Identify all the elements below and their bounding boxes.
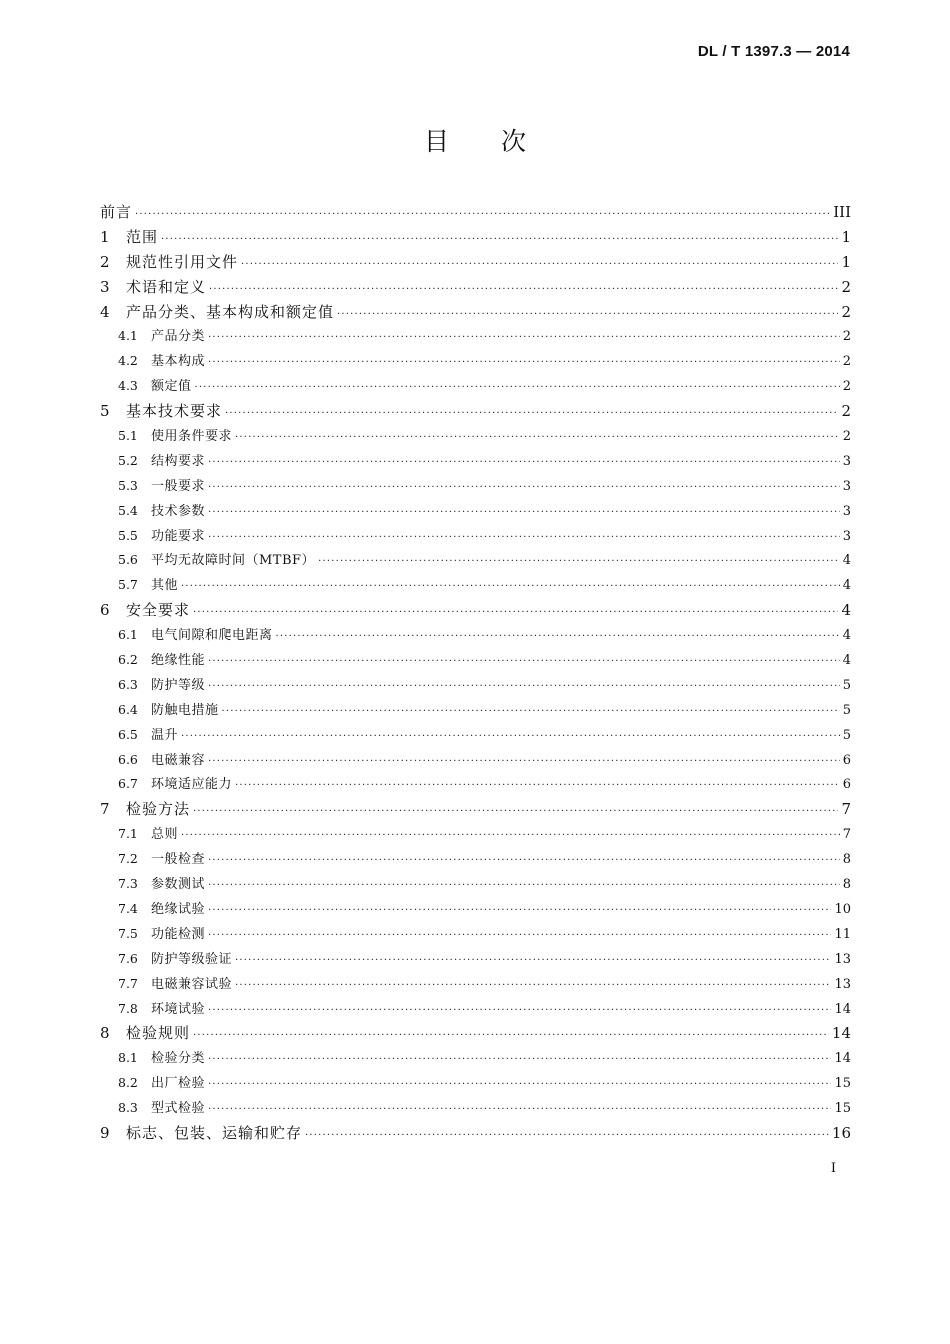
toc-entry-label: 结构要求	[151, 453, 206, 469]
toc-entry-label: 功能要求	[151, 528, 206, 544]
toc-entry-page: 6	[842, 752, 851, 768]
toc-entry-number: 7.7	[118, 975, 138, 991]
toc-entry-number: 8.2	[118, 1075, 138, 1091]
dot-leader	[208, 1073, 831, 1098]
dot-leader	[181, 725, 840, 750]
toc-entry-number: 7.4	[118, 900, 138, 916]
toc-entry-page: 4	[842, 628, 851, 644]
toc-entry-number: 8.1	[118, 1050, 138, 1066]
toc-entry-page: 7	[841, 800, 851, 819]
toc-entry-page: 8	[842, 852, 851, 868]
toc-entry-label: 防触电措施	[151, 702, 219, 718]
toc-entry-number: 6	[100, 601, 110, 620]
toc-entry[interactable]	[100, 698, 851, 723]
toc-entry-number: 7.3	[118, 876, 138, 892]
toc-entry[interactable]	[100, 847, 851, 872]
toc-entry-label: 使用条件要求	[151, 429, 233, 445]
toc-entry[interactable]	[100, 822, 851, 847]
dot-leader	[181, 824, 840, 849]
toc-entry-page: 13	[834, 976, 851, 992]
toc-entry-number: 5.2	[118, 452, 138, 468]
toc-entry-page: 2	[842, 354, 851, 370]
toc-entry-number: 7	[100, 800, 110, 819]
toc-entry-number: 5.4	[118, 502, 138, 518]
toc-entry-page: 14	[834, 1001, 851, 1017]
toc-entry-number: 9	[100, 1123, 110, 1142]
toc-entry-label: 一般要求	[151, 478, 206, 494]
toc-entry-label: 绝缘试验	[151, 901, 206, 917]
dot-leader	[318, 550, 840, 575]
toc-entry[interactable]	[100, 275, 851, 300]
toc-entry-label: 检验方法	[126, 800, 191, 819]
page-title: 目次	[423, 127, 578, 156]
dot-leader	[208, 1048, 831, 1073]
toc-entry-label: 总则	[151, 827, 179, 843]
toc-entry-label: 规范性引用文件	[126, 252, 239, 271]
dot-leader	[208, 675, 840, 700]
toc-entry[interactable]	[100, 548, 851, 573]
toc-entry[interactable]	[100, 922, 851, 947]
toc-entry-label: 范围	[126, 227, 159, 246]
toc-entry[interactable]	[100, 399, 851, 424]
toc-entry[interactable]	[100, 673, 851, 698]
toc-entry-label: 平均无故障时间（MTBF）	[151, 553, 316, 569]
dot-leader	[208, 1098, 831, 1123]
dot-leader	[235, 774, 840, 799]
toc-entry[interactable]	[100, 1071, 851, 1096]
toc-entry-label: 绝缘性能	[151, 653, 206, 669]
dot-leader	[208, 999, 831, 1024]
page-number: I	[830, 1161, 836, 1176]
dot-leader	[276, 625, 840, 650]
toc-entry-label: 其他	[151, 578, 179, 594]
toc-entry-number: 6.2	[118, 652, 138, 668]
toc-entry[interactable]	[100, 349, 851, 374]
toc-entry-number: 8	[100, 1024, 110, 1043]
toc-entry[interactable]	[100, 997, 851, 1022]
toc-entry-label: 检验分类	[151, 1051, 206, 1067]
toc-entry-label: 基本技术要求	[126, 402, 223, 421]
dot-leader	[161, 228, 838, 253]
toc-entry-label: 参数测试	[151, 877, 206, 893]
toc-entry-page: 6	[842, 777, 851, 793]
dot-leader	[337, 303, 838, 328]
dot-leader	[208, 899, 831, 924]
toc-entry[interactable]	[100, 947, 851, 972]
dot-leader	[208, 650, 840, 675]
toc-entry-number: 7.2	[118, 851, 138, 867]
dot-leader	[208, 476, 840, 501]
toc-entry-page: 3	[842, 453, 851, 469]
toc-entry-label: 电磁兼容	[151, 752, 206, 768]
toc-entry-label: 额定值	[151, 379, 192, 395]
toc-entry-label: 环境适应能力	[151, 777, 233, 793]
dot-leader	[208, 874, 840, 899]
toc-entry-label: 检验规则	[126, 1024, 191, 1043]
toc-entry[interactable]	[100, 1121, 851, 1146]
toc-entry[interactable]	[100, 1021, 851, 1046]
toc-entry[interactable]	[100, 648, 851, 673]
toc-entry-label: 型式检验	[151, 1101, 206, 1117]
dot-leader	[208, 451, 840, 476]
dot-leader	[181, 575, 840, 600]
toc-entry-page: 2	[842, 379, 851, 395]
toc-entry-label: 安全要求	[126, 601, 191, 620]
toc-entry-label: 术语和定义	[126, 277, 207, 296]
toc-entry-number: 4	[100, 302, 110, 321]
toc-entry-label: 温升	[151, 727, 179, 743]
toc-entry-page: 5	[842, 677, 851, 693]
toc-entry-label: 标志、包装、运输和贮存	[126, 1123, 303, 1142]
toc-entry-label: 技术参数	[151, 503, 206, 519]
toc-entry[interactable]	[100, 200, 851, 225]
toc-entry[interactable]	[100, 499, 851, 524]
dot-leader	[193, 601, 838, 626]
dot-leader	[208, 924, 831, 949]
toc-entry-label: 产品分类、基本构成和额定值	[126, 302, 335, 321]
dot-leader	[193, 1024, 829, 1049]
toc-entry-page: 7	[842, 827, 851, 843]
toc-entry[interactable]	[100, 897, 851, 922]
dot-leader	[135, 203, 830, 228]
dot-leader	[235, 949, 831, 974]
toc-entry[interactable]	[100, 573, 851, 598]
toc-entry[interactable]	[100, 723, 851, 748]
toc-entry-page: 2	[842, 429, 851, 445]
table-of-contents	[100, 200, 851, 1146]
toc-entry-label: 电磁兼容试验	[151, 976, 233, 992]
toc-entry-label: 产品分类	[151, 329, 206, 345]
dot-leader	[208, 750, 840, 775]
toc-entry-number: 5.6	[118, 552, 138, 568]
toc-entry[interactable]	[100, 225, 851, 250]
toc-entry[interactable]	[100, 748, 851, 773]
toc-entry-number: 7.5	[118, 925, 138, 941]
toc-entry-page: 5	[842, 727, 851, 743]
toc-entry[interactable]	[100, 324, 851, 349]
toc-entry[interactable]	[100, 598, 851, 623]
toc-entry-page: 4	[841, 601, 851, 620]
toc-entry-number: 2	[100, 252, 110, 271]
toc-entry-page: 1	[841, 252, 851, 271]
toc-entry-number: 6.7	[118, 776, 138, 792]
dot-leader	[222, 700, 840, 725]
dot-leader	[208, 351, 840, 376]
toc-entry[interactable]	[100, 972, 851, 997]
toc-entry-label: 出厂检验	[151, 1076, 206, 1092]
dot-leader	[208, 501, 840, 526]
toc-entry[interactable]	[100, 449, 851, 474]
toc-entry-page: 10	[834, 901, 851, 917]
toc-entry-page: 4	[842, 653, 851, 669]
toc-entry[interactable]	[100, 524, 851, 549]
toc-entry-page: 15	[834, 1076, 851, 1092]
toc-entry-number: 5.3	[118, 477, 138, 493]
toc-entry-number: 6.3	[118, 676, 138, 692]
dot-leader	[225, 402, 838, 427]
dot-leader	[208, 326, 840, 351]
toc-entry-number: 4.1	[118, 328, 138, 344]
toc-entry-page: 14	[831, 1024, 851, 1043]
toc-entry-number: 1	[100, 227, 110, 246]
toc-entry-label: 防护等级	[151, 677, 206, 693]
dot-leader	[235, 974, 831, 999]
toc-entry-number: 6.4	[118, 701, 138, 717]
toc-entry-label: 前言	[100, 203, 133, 221]
toc-entry-page: 4	[842, 578, 851, 594]
toc-entry-number: 4.2	[118, 353, 138, 369]
toc-entry-label: 电气间隙和爬电距离	[151, 628, 273, 644]
toc-entry[interactable]	[100, 623, 851, 648]
toc-entry-number: 5	[100, 402, 110, 421]
toc-entry-page: 2	[842, 329, 851, 345]
standard-code: DL / T 1397.3 — 2014	[697, 43, 850, 60]
toc-entry-page: 1	[841, 227, 851, 246]
toc-entry[interactable]	[100, 424, 851, 449]
toc-entry-page: 2	[841, 302, 851, 321]
toc-entry-number: 6.6	[118, 751, 138, 767]
toc-entry-label: 一般检查	[151, 852, 206, 868]
toc-entry-page: 3	[842, 528, 851, 544]
toc-entry-number: 7.1	[118, 826, 138, 842]
toc-entry-page: 3	[842, 478, 851, 494]
toc-entry[interactable]	[100, 474, 851, 499]
toc-entry-number: 4.3	[118, 378, 138, 394]
toc-entry-number: 6.5	[118, 726, 138, 742]
toc-entry-number: 3	[100, 277, 110, 296]
toc-entry[interactable]	[100, 872, 851, 897]
toc-entry-page: 2	[841, 402, 851, 421]
toc-entry-label: 功能检测	[151, 926, 206, 942]
toc-entry-page: 15	[834, 1101, 851, 1117]
toc-entry[interactable]	[100, 1046, 851, 1071]
dot-leader	[208, 526, 840, 551]
toc-entry-page: 3	[842, 503, 851, 519]
dot-leader	[235, 426, 840, 451]
toc-entry-page: 5	[842, 702, 851, 718]
dot-leader	[241, 253, 838, 278]
toc-entry[interactable]	[100, 250, 851, 275]
toc-entry-page: 8	[842, 877, 851, 893]
dot-leader	[193, 800, 838, 825]
toc-entry[interactable]	[100, 1096, 851, 1121]
toc-entry-number: 8.3	[118, 1100, 138, 1116]
toc-entry[interactable]	[100, 797, 851, 822]
toc-entry-number: 5.5	[118, 527, 138, 543]
toc-entry-page: 4	[842, 553, 851, 569]
dot-leader	[208, 849, 840, 874]
toc-entry[interactable]	[100, 374, 851, 399]
dot-leader	[305, 1124, 829, 1149]
toc-entry-number: 6.1	[118, 627, 138, 643]
dot-leader	[195, 376, 840, 401]
toc-entry-page: 16	[831, 1123, 851, 1142]
toc-entry-label: 环境试验	[151, 1001, 206, 1017]
toc-entry-number: 5.1	[118, 428, 138, 444]
toc-entry-page: 13	[834, 951, 851, 967]
toc-entry-number: 7.6	[118, 950, 138, 966]
toc-entry-label: 防护等级验证	[151, 951, 233, 967]
toc-entry-label: 基本构成	[151, 354, 206, 370]
toc-entry-page: 11	[834, 926, 851, 942]
toc-entry-number: 7.8	[118, 1000, 138, 1016]
toc-entry-page: 14	[834, 1051, 851, 1067]
toc-entry-page: III	[833, 203, 851, 221]
toc-entry[interactable]	[100, 772, 851, 797]
toc-entry-number: 5.7	[118, 577, 138, 593]
toc-entry[interactable]	[100, 300, 851, 325]
toc-entry-page: 2	[841, 277, 851, 296]
